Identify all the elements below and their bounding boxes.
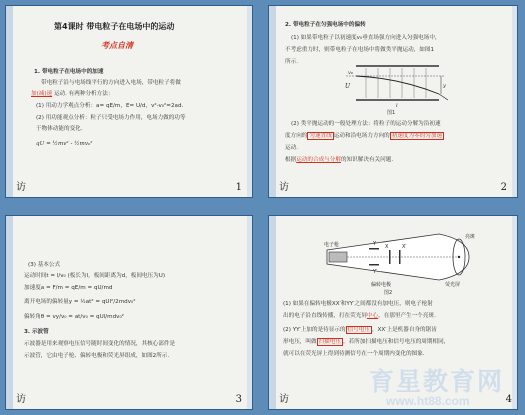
slide-1[interactable] xyxy=(5,5,253,198)
slide-title: 第4课时 带电粒子在电场中的运动 xyxy=(54,22,175,31)
slide-right-bar xyxy=(512,216,517,409)
label-Xp: X′ xyxy=(402,244,407,250)
text-line: 示波管，它由电子枪、偏转电极和荧光屏组成，如图2所示. xyxy=(24,353,170,359)
section-heading: 1. 带电粒子在电场中的加速 xyxy=(34,69,104,75)
slide-subtitle: 考点自清 xyxy=(101,41,133,50)
blank-answer: 匀速直线 xyxy=(309,133,332,139)
slide-2[interactable] xyxy=(268,5,518,198)
text-fragment: 形电压，叫做 xyxy=(283,339,317,345)
label-v0: v₀ xyxy=(348,70,353,76)
text-fragment: 根据 xyxy=(285,157,297,163)
text-line: 于物体动能的变化. xyxy=(36,126,83,132)
page-number: 1 xyxy=(235,182,242,193)
page-number: 4 xyxy=(505,394,512,405)
text-line: (3) 基本公式 xyxy=(28,262,61,268)
slide-left-bar xyxy=(6,6,13,197)
text-line: 示波器是用来观察电压信号随时间变化的情况，其核心部件是 xyxy=(24,341,176,347)
slide-left-bar xyxy=(269,6,276,197)
text-line: 不考虑重力时，则带电粒子在电场中将做类平抛运动，如图1 xyxy=(285,47,434,53)
slide-3[interactable] xyxy=(5,215,253,410)
text-line: 所示. xyxy=(285,59,298,65)
text-line: 就可以在荧光屏上得到待测信号在一个周期内变化的图象. xyxy=(283,351,425,357)
slide-left-bar xyxy=(269,216,276,409)
text-line: (2) 用功能观点分析：粒子只受电场力作用，电场力做的功等 xyxy=(36,115,186,121)
text-line xyxy=(285,132,444,140)
label-bright: 亮斑 xyxy=(465,234,476,240)
label-X: X xyxy=(385,244,389,250)
text-line: 加速度a = F/m = qE/m = qU/md xyxy=(24,285,113,291)
text-line: (1) 如果带电粒子以初速度v₀垂直场强方向进入匀强电场中， xyxy=(291,35,441,41)
label-y: y xyxy=(443,83,446,89)
text-line: 离开电场的偏转量y = ½at² = qUl²/2mdv₀² xyxy=(24,299,136,305)
figure-caption: 图1 xyxy=(387,110,396,116)
formula: qU = ½mv² - ½mv₀² xyxy=(36,141,93,147)
label-Yp: Y′ xyxy=(373,269,378,275)
text-line xyxy=(283,326,437,334)
text-line: (1) 如果在偏转电极XX′和YY′之间都没有加电压，则电子枪射 xyxy=(283,301,433,307)
text-line: 偏转角θ = vy/v₀ = at/v₀ = qUl/mdv₀² xyxy=(24,314,124,320)
text-line xyxy=(283,338,449,346)
text-fragment: ，在那里产生一个亮斑. xyxy=(378,313,436,319)
blank-answer: 初速度为零的匀加速 xyxy=(391,133,443,139)
watermark-url: www.ht88.com xyxy=(386,394,470,408)
text-line xyxy=(285,156,393,164)
slide-right-bar xyxy=(247,6,252,197)
text-fragment: 度方向的 xyxy=(285,133,308,139)
label-l: l xyxy=(396,103,398,108)
slide-left-bar xyxy=(6,216,13,409)
label-screen: 荧光屏 xyxy=(445,282,461,288)
figure-caption: 图2 xyxy=(384,290,393,296)
text-fragment: 的知识解决有关问题. xyxy=(340,157,394,163)
slide-footer: 访 xyxy=(279,182,289,193)
page-number: 2 xyxy=(500,182,507,193)
slide-footer: 访 xyxy=(16,182,26,193)
text-line: (2) 类平抛运动的一般处理方法：将粒子的运动分解为沿初速 xyxy=(291,121,441,127)
slide-4[interactable] xyxy=(268,215,518,410)
text-line: 运动时间t = l/v₀ (板长为l，板间距离为d，板间电压为U) xyxy=(24,273,166,279)
label-Y: Y xyxy=(373,241,377,247)
slide-footer: 访 xyxy=(16,394,26,405)
blank-answer: 信号电压 xyxy=(347,327,370,333)
label-U: U xyxy=(345,83,351,90)
watermark-text: 育星教育网 xyxy=(369,368,505,396)
blank-answer: 运动的合成与分解 xyxy=(296,157,341,163)
blank-answer: 扫描电压 xyxy=(318,339,341,345)
slide-right-bar xyxy=(512,6,517,197)
text-fragment: ，若所加扫描电压和信号电压的周期相同， xyxy=(342,339,450,345)
slide-footer: 访 xyxy=(279,394,289,405)
page-number: 3 xyxy=(235,394,242,405)
text-line xyxy=(31,90,113,98)
section-heading: 3. 示波管 xyxy=(24,329,49,335)
blank-answer: 加(减)速 xyxy=(31,91,53,97)
text-fragment: 运动和沿电场力方向的 xyxy=(333,133,390,139)
text-fragment: (2) YY′上加的是待显示的 xyxy=(283,327,346,333)
section-heading: 2. 带电粒子在匀强电场中的偏转 xyxy=(285,22,366,28)
blank-answer: 中心 xyxy=(366,313,379,319)
text-fragment: 运动. 有两种分析方法： xyxy=(53,91,114,97)
deflection-diagram xyxy=(344,62,449,108)
text-line: (1) 用动力学观点分析：a= qE/m，E= U/d，v²-v₀²=2ad. xyxy=(36,103,184,109)
text-line: 运动. xyxy=(285,145,298,151)
text-line: 带电粒子沿与电场线平行的方向进入电场，带电粒子将做 xyxy=(41,80,181,86)
label-gun: 电子枪 xyxy=(324,242,340,248)
oscilloscope-diagram xyxy=(319,226,479,288)
text-fragment: 出的电子沿直线传播，打在荧光屏 xyxy=(283,313,367,319)
label-deflect: 偏转电极 xyxy=(371,282,392,288)
text-fragment: ，XX′上是机器自身的锯齿 xyxy=(371,327,437,333)
text-line xyxy=(283,312,436,320)
slide-right-bar xyxy=(247,216,252,409)
